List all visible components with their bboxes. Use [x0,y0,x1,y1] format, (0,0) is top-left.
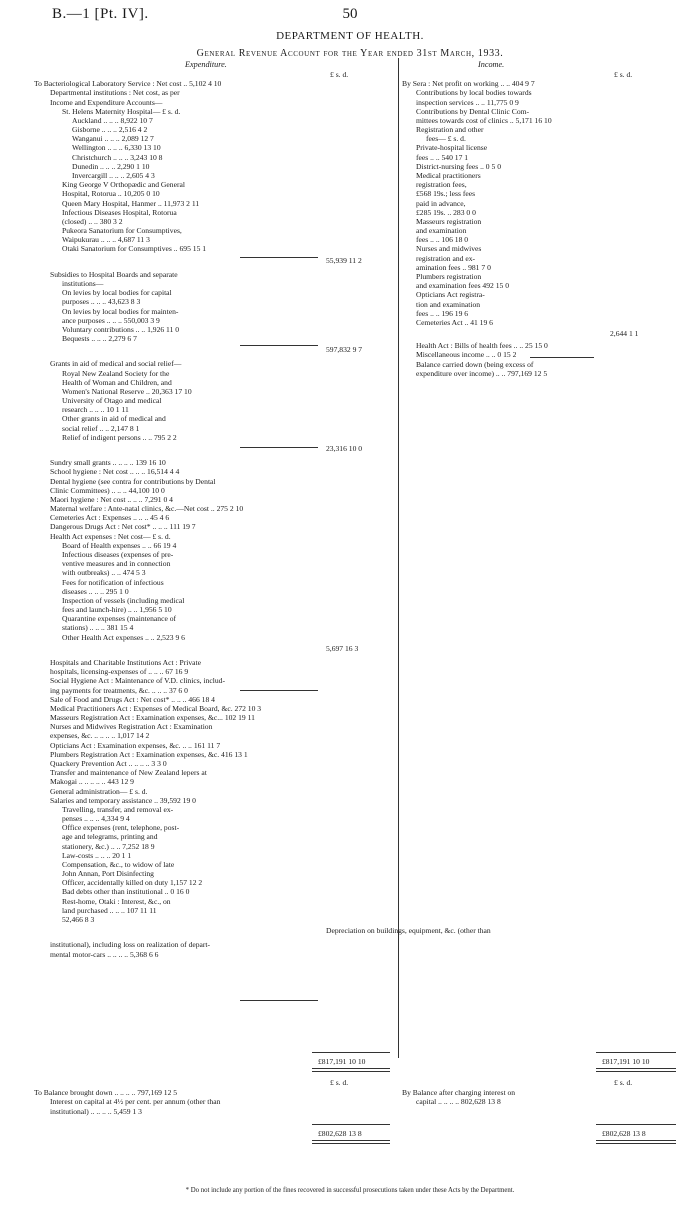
expenditure_lines-line: On levies by local bodies for capital [62,288,172,298]
income_lines-line: mittees towards cost of clinics .. 5,171 16 10 [416,115,552,125]
expenditure_lines-line: King George V Orthopædic and General [62,180,185,190]
income_lines-line: £ s. d. [614,70,633,79]
expenditure_lines-line: Depreciation on buildings, equipment, &c. (other than [326,926,491,936]
income_lines-line: £568 19s.; less fees [416,189,476,199]
expenditure_lines-line: mental motor-cars .. .. .. .. 5,368 6 6 [50,949,159,959]
income_lines-line: Contributions by Dental Clinic Com- [416,106,530,116]
expenditure_lines-line: social relief .. .. 2,147 8 1 [62,423,140,433]
expenditure_lines-line: 55,939 11 2 [326,255,362,265]
expenditure_lines-line: diseases .. .. .. 295 1 0 [62,586,129,596]
income_lines-line: Medical practitioners [416,170,481,180]
expenditure_lines-line: Maternal welfare : Ante-natal clinics, &c.—Net cost .. 275 2 10 [50,504,244,514]
expenditure_lines-line: Hospital, Rotorua .. 10,205 0 10 [62,189,160,199]
expenditure_lines-line: Dental hygiene (see contra for contributions by Dental [50,476,216,486]
total-rule [312,1124,390,1125]
income_lines-line: registration and ex- [416,253,476,263]
expenditure_lines-line: Queen Mary Hospital, Hanmer .. 11,973 2 11 [62,198,200,208]
expenditure_lines-line: institutional), including loss on realization of depart- [50,940,211,950]
expenditure_lines-line: Compensation, &c., to widow of late [62,859,175,869]
expenditure_lines-line: Dunedin .. .. .. 2,290 1 10 [72,161,150,171]
account-title: General Revenue Account for the Year ended 31st March, 1933. [196,48,504,59]
lower_left-line: £ s. d. [330,1078,349,1087]
income_lines-line: Private-hospital license [416,143,488,153]
expenditure_lines-line: Board of Health expenses .. .. 66 19 4 [62,540,177,550]
report-reference: B.—1 [Pt. IV]. [52,6,149,22]
income_lines-line: and examination fees 492 15 0 [416,281,509,291]
expenditure_lines-line: Plumbers Registration Act : Examination expenses, &c. 416 13 1 [50,749,248,759]
income-heading: Income. [478,60,505,69]
expenditure_lines-line: ventive measures and in connection [62,559,171,569]
total-double-rule [312,1140,390,1144]
income_lines-line: Registration and other [416,125,484,135]
lower_left-line: To Balance brought down .. .. .. .. 797,169 12 5 [34,1087,178,1097]
expenditure_lines-line: Wellington .. .. .. 6,330 13 10 [72,143,161,153]
income_lines-line: fees .. .. 106 18 0 [416,235,469,245]
page-number: 50 [342,6,358,22]
expenditure_lines-line: Pukeora Sanatorium for Consumptives, [62,226,182,236]
expenditure_lines-line: age and telegrams, printing and [62,832,158,842]
expenditure_lines-line: Officer, accidentally killed on duty 1,157 12 2 [62,878,203,888]
expenditure_lines-line: Quackery Prevention Act .. .. .. .. 3 3 0 [50,758,167,768]
subtotal-rule [240,447,318,448]
income_lines-line: and examination [416,226,467,236]
income_lines-line: fees .. .. 196 19 6 [416,308,469,318]
expenditure_lines-line: Otaki Sanatorium for Consumptives .. 695 15 1 [62,244,207,254]
expenditure_lines-line: ance purposes .. .. .. 550,003 3 9 [62,315,160,325]
total-rule [312,1052,390,1053]
income_lines-line: Opticians Act registra- [416,290,485,300]
expenditure_lines-line: Social Hygiene Act : Maintenance of V.D. clinics, includ- [50,676,225,686]
expenditure_lines-line: Auckland .. .. .. 8,922 10 7 [72,115,153,125]
expenditure_lines-line: Makogai .. .. .. .. .. 443 12 9 [50,777,134,787]
lower_right-line: By Balance after charging interest on [402,1087,516,1097]
expenditure_lines-line: John Annan, Port Disinfecting [62,869,154,879]
expenditure_lines-line: Gisborne .. .. .. 2,516 4 2 [72,125,148,135]
column-divider [398,58,399,1058]
expenditure_lines-line: expenses, &c. .. .. .. .. 1,017 14 2 [50,731,150,741]
expenditure_lines-line: research .. .. .. 10 1 11 [62,405,129,415]
income_lines-line: Nurses and midwives [416,244,482,254]
expenditure_lines-line: Infectious diseases (expenses of pre- [62,550,174,559]
expenditure_lines-line: Cemeteries Act : Expenses .. .. .. 45 4 6 [50,513,170,523]
expenditure_lines-line: Office expenses (rent, telephone, post- [62,823,180,833]
lower_left-line: Interest on capital at 4½ per cent. per annum (other than [50,1097,221,1107]
expenditure_lines-line: Bequests .. .. .. 2,279 6 7 [62,334,137,344]
expenditure_lines-line: Invercargill .. .. .. 2,605 4 3 [72,170,155,180]
income_lines-line: District-nursing fees .. 0 5 0 [416,161,501,171]
income_lines-line: Balance carried down (being excess of [416,359,534,369]
footnote: * Do not include any portion of the fines recovered in successful prosecutions taken under these Acts by the Department. [185,1187,515,1194]
expenditure_lines-line: hospitals, licensing-expenses of .. .. .. 67 16 9 [50,667,189,677]
expenditure_lines-line: ing payments for treatments, &c. .. .. .. 37 6 0 [50,685,188,695]
expenditure_lines-line: Infectious Diseases Hospital, Rotorua [62,207,177,217]
expenditure_lines-line: St. Helens Maternity Hospital— £ s. d. [62,106,181,116]
income_lines-line: 2,644 1 1 [610,329,639,339]
expenditure_lines-line: Health Act expenses : Net cost— £ s. d. [50,531,171,541]
income_lines-line: inspection services .. .. 11,775 0 9 [416,97,519,107]
income_lines-line: Masseurs registration [416,216,482,226]
expenditure_lines-line: penses .. .. .. 4,334 9 4 [62,814,130,824]
lower-right-total: £802,628 13 8 [602,1129,646,1138]
department-heading: DEPARTMENT OF HEALTH. [276,30,424,42]
total-double-rule [596,1068,676,1072]
total-double-rule [596,1140,676,1144]
subtotal-rule [240,257,318,258]
expenditure_lines-line: Rest-home, Otaki : Interest, &c., on [62,896,171,906]
expenditure_lines-line: stationery, &c.) .. .. 7,252 18 9 [62,841,155,851]
expenditure_lines-line: 597,832 9 7 [326,345,363,355]
income_lines-line: paid in advance, [416,198,466,208]
income_lines-line: registration fees, [416,180,467,190]
expenditure_lines-line: Medical Practitioners Act : Expenses of Medical Board, &c. 272 10 3 [50,703,262,713]
expenditure_lines-line: Grants in aid of medical and social relief— [50,359,182,369]
expenditure_lines-line: Subsidies to Hospital Boards and separate [50,269,178,279]
subtotal-rule [530,357,594,358]
expenditure_lines-line: fees and launch-hire) .. .. 1,956 5 10 [62,605,172,615]
subtotal-rule [240,345,318,346]
income_lines-line: Plumbers registration [416,271,482,281]
expenditure_lines-line: stations) .. .. .. 381 15 4 [62,623,134,633]
expenditure_lines-line: Dangerous Drugs Act : Net cost* .. .. .. 111 19 7 [50,522,196,532]
expenditure_lines-line: land purchased .. .. .. 107 11 11 [62,905,157,915]
expenditure-heading: Expenditure. [185,60,227,69]
expenditure_lines-line: Sundry small grants .. .. .. .. 139 16 10 [50,458,166,468]
income_lines-line: fees .. .. 540 17 1 [416,152,469,162]
expenditure_lines-line: Law-costs .. .. .. 20 1 1 [62,850,132,860]
expenditure_lines-line: Waipukurau .. .. .. 4,687 11 3 [62,235,150,245]
expenditure_lines-line: Departmental institutions : Net cost, as per [50,88,180,98]
income-total: £817,191 10 10 [602,1057,650,1066]
expenditure_lines-line: Bad debts other than institutional .. 0 16 0 [62,887,190,897]
income_lines-line: Contributions by local bodies towards [416,88,532,98]
expenditure_lines-line: with outbreaks) .. .. 474 5 3 [62,568,146,578]
expenditure_lines-line: £ s. d. [330,70,349,79]
total-rule [596,1052,676,1053]
expenditure_lines-line: Hospitals and Charitable Institutions Act : Private [50,657,202,667]
expenditure_lines-line: To Bacteriological Laboratory Service : Net cost .. 5,102 4 10 [34,79,222,89]
expenditure_lines-line: Health of Woman and Children, and [62,377,172,387]
income_lines-line: Miscellaneous income .. .. 0 15 2 [416,350,517,360]
expenditure_lines-line: Inspection of vessels (including medical [62,595,185,605]
income_lines-line: Health Act : Bills of health fees .. .. 25 15 0 [416,341,548,351]
income_lines-line: tion and examination [416,299,481,309]
expenditure_lines-line: 52,466 8 3 [62,915,95,925]
total-double-rule [312,1068,390,1072]
expenditure_lines-line: Clinic Committees) .. .. .. 44,100 10 0 [50,485,165,495]
lower_left-line: institutional) .. .. .. .. 5,459 1 3 [50,1106,142,1116]
expenditure_lines-line: 23,316 10 0 [326,444,363,454]
lower_right-line: capital .. .. .. .. 802,628 13 8 [416,1097,501,1107]
expenditure_lines-line: Wanganui .. .. .. 2,089 12 7 [72,134,154,144]
expenditure_lines-line: General administration— £ s. d. [50,786,148,796]
expenditure_lines-line: purposes .. .. .. 43,623 8 3 [62,297,141,307]
expenditure_lines-line: Christchurch .. .. .. 3,243 10 8 [72,152,163,162]
expenditure_lines-line: institutions— [62,278,104,288]
expenditure_lines-line: School hygiene : Net cost .. .. .. 16,514 4 4 [50,467,180,477]
expenditure_lines-line: (closed) .. .. 380 3 2 [62,216,123,226]
expenditure_lines-line: Other grants in aid of medical and [62,414,166,424]
lower-left-total: £802,628 13 8 [318,1129,362,1138]
subtotal-rule [240,690,318,691]
expenditure_lines-line: 5,697 16 3 [326,643,359,653]
expenditure_lines-line: Fees for notification of infectious [62,577,164,587]
expenditure_lines-line: Royal New Zealand Society for the [62,368,170,378]
expenditure_lines-line: Relief of indigent persons .. .. 795 2 2 [62,432,177,442]
expenditure_lines-line: Quarantine expenses (maintenance of [62,614,177,624]
subtotal-rule [240,1000,318,1001]
expenditure_lines-line: Nurses and Midwives Registration Act : Examination [50,722,213,732]
expenditure_lines-line: Travelling, transfer, and removal ex- [62,804,174,814]
expenditure_lines-line: University of Otago and medical [62,396,162,406]
expenditure_lines-line: Masseurs Registration Act : Examination expenses, &c... 102 19 11 [50,713,255,723]
income_lines-line: Cemeteries Act .. 41 19 6 [416,317,493,327]
expenditure_lines-line: Maori hygiene : Net cost .. .. .. 7,291 0 4 [50,494,173,504]
expenditure_lines-line: Sale of Food and Drugs Act : Net cost* .. .. .. 466 18 4 [50,694,215,704]
total-rule [596,1124,676,1125]
income_lines-line: fees— £ s. d. [426,134,466,144]
expenditure_lines-line: Voluntary contributions .. .. 1,926 11 0 [62,324,180,334]
income_lines-line: £285 19s. .. 283 0 0 [416,207,476,217]
expenditure_lines-line: Transfer and maintenance of New Zealand lepers at [50,768,207,778]
expenditure_lines-line: Opticians Act : Examination expenses, &c. .. .. 161 11 7 [50,740,221,750]
expenditure_lines-line: On levies by local bodies for mainten- [62,306,179,316]
expenditure_lines-line: Women's National Reserve .. 20,363 17 10 [62,386,192,396]
lower_right-line: £ s. d. [614,1078,633,1087]
expenditure-total: £817,191 10 10 [318,1057,366,1066]
income_lines-line: amination fees .. 981 7 0 [416,262,491,272]
income_lines-line: By Sera : Net profit on working .. .. 404 9 7 [402,79,535,89]
expenditure_lines-line: Income and Expenditure Accounts— [50,97,163,107]
income_lines-line: expenditure over income) .. .. 797,169 12 5 [416,368,548,378]
expenditure_lines-line: Salaries and temporary assistance .. 39,592 19 0 [50,795,196,805]
expenditure_lines-line: Other Health Act expenses .. .. 2,523 9 6 [62,632,185,642]
